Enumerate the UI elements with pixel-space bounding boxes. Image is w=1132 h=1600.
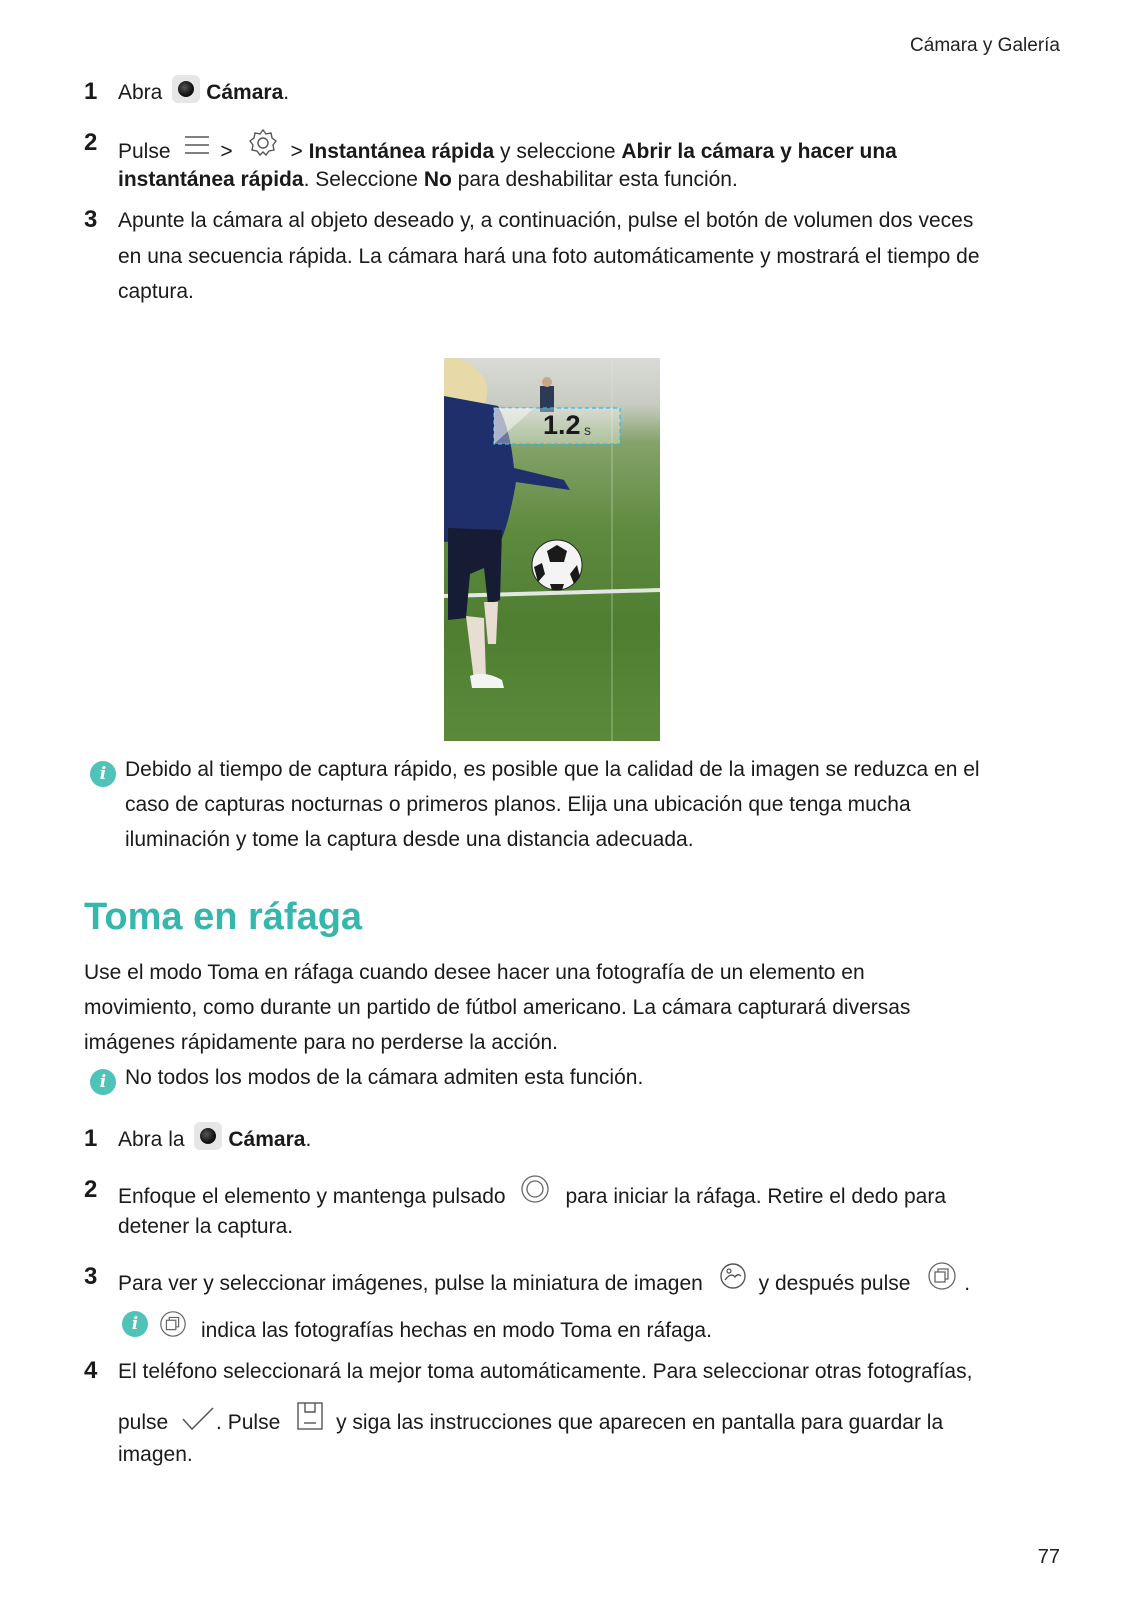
step-text-part: pulse <box>118 1411 169 1434</box>
step-number: 3 <box>84 1263 98 1290</box>
intro-text: movimiento, como durante un partido de fútbol americano. La cámara capturará diversas <box>84 996 911 1019</box>
gear-icon <box>246 126 280 160</box>
step-number: 4 <box>84 1357 98 1384</box>
step-number: 3 <box>84 206 98 233</box>
step-text-part: . Pulse <box>216 1411 281 1434</box>
step-text-part: para deshabilitar esta función. <box>451 168 738 191</box>
step-bold: Cámara <box>206 81 284 104</box>
step-text <box>118 1122 311 1158</box>
step-number: 2 <box>84 129 98 156</box>
step-text-part: para iniciar la ráfaga. Retire el dedo para <box>565 1185 947 1208</box>
shutter-icon <box>519 1173 551 1205</box>
check-icon <box>180 1405 216 1433</box>
capture-time-unit: s <box>584 422 591 438</box>
note-text: No todos los modos de la cámara admiten esta función. <box>125 1066 644 1089</box>
step-text-part: y siga las instrucciones que aparecen en pantalla para guardar la <box>336 1411 944 1434</box>
step-text <box>118 1260 970 1302</box>
step-text: captura. <box>118 280 194 303</box>
step-text-part: > <box>290 140 309 163</box>
page-number: 77 <box>1037 1546 1060 1568</box>
step-bold: instantánea rápida <box>118 168 304 191</box>
info-icon: i <box>90 1069 116 1095</box>
thumbnail-icon <box>717 1260 749 1292</box>
step-text-part: Enfoque el elemento y mantenga pulsado <box>118 1185 506 1208</box>
step-text <box>118 162 738 198</box>
note-text: Debido al tiempo de captura rápido, es posible que la calidad de la imagen se reduzca en el <box>125 758 980 781</box>
camera-app-icon <box>172 75 200 103</box>
save-icon <box>296 1401 324 1431</box>
burst-icon <box>158 1309 188 1339</box>
step-bold: Abrir la cámara y hacer una <box>621 140 897 163</box>
note-text: iluminación y tome la captura desde una distancia adecuada. <box>125 828 694 851</box>
step-text: detener la captura. <box>118 1215 294 1238</box>
step-text: en una secuencia rápida. La cámara hará una foto automáticamente y mostrará el tiempo de <box>118 245 980 268</box>
step-text-part: . Seleccione <box>303 168 424 191</box>
step-text-part: Abra <box>118 81 163 104</box>
note-text: caso de capturas nocturnas o primeros planos. Elija una ubicación que tenga mucha <box>125 793 911 816</box>
step-bold: Instantánea rápida <box>308 140 495 163</box>
step-bold: Cámara <box>228 1128 306 1151</box>
camera-app-icon <box>194 1122 222 1150</box>
step-number: 1 <box>84 78 98 105</box>
step-text-part: y después pulse <box>758 1272 911 1295</box>
intro-text: imágenes rápidamente para no perderse la acción. <box>84 1031 558 1054</box>
step-text-part: . <box>305 1128 312 1151</box>
camera-preview-photo <box>444 358 660 741</box>
menu-icon <box>182 130 212 160</box>
step-text <box>118 75 289 111</box>
step-text-part: . <box>283 81 290 104</box>
step-text-part: Para ver y seleccionar imágenes, pulse la miniatura de imagen <box>118 1272 703 1295</box>
step-text: El teléfono seleccionará la mejor toma automáticamente. Para seleccionar otras fotografías, <box>118 1360 973 1383</box>
burst-icon <box>926 1260 958 1292</box>
step-bold: No <box>423 168 452 191</box>
step-number: 2 <box>84 1176 98 1203</box>
step-text-part: Abra la <box>118 1128 185 1151</box>
step-text-part: . <box>964 1272 971 1295</box>
info-icon: i <box>122 1311 148 1337</box>
step-text <box>118 1401 943 1441</box>
running-header: Cámara y Galería <box>910 35 1060 56</box>
step-text: imagen. <box>118 1443 193 1466</box>
capture-time-value: 1.2 <box>543 410 581 440</box>
step-text: Apunte la cámara al objeto deseado y, a continuación, pulse el botón de volumen dos veces <box>118 209 974 232</box>
step-text-part: Pulse <box>118 140 171 163</box>
step-text-part: y seleccione <box>494 140 622 163</box>
step-number: 1 <box>84 1125 98 1152</box>
info-icon: i <box>90 761 116 787</box>
section-title: Toma en ráfaga <box>84 896 363 938</box>
step-text-part: > <box>220 140 233 163</box>
intro-text: Use el modo Toma en ráfaga cuando desee hacer una fotografía de un elemento en <box>84 961 865 984</box>
note-text: indica las fotografías hechas en modo Toma en ráfaga. <box>201 1319 712 1342</box>
